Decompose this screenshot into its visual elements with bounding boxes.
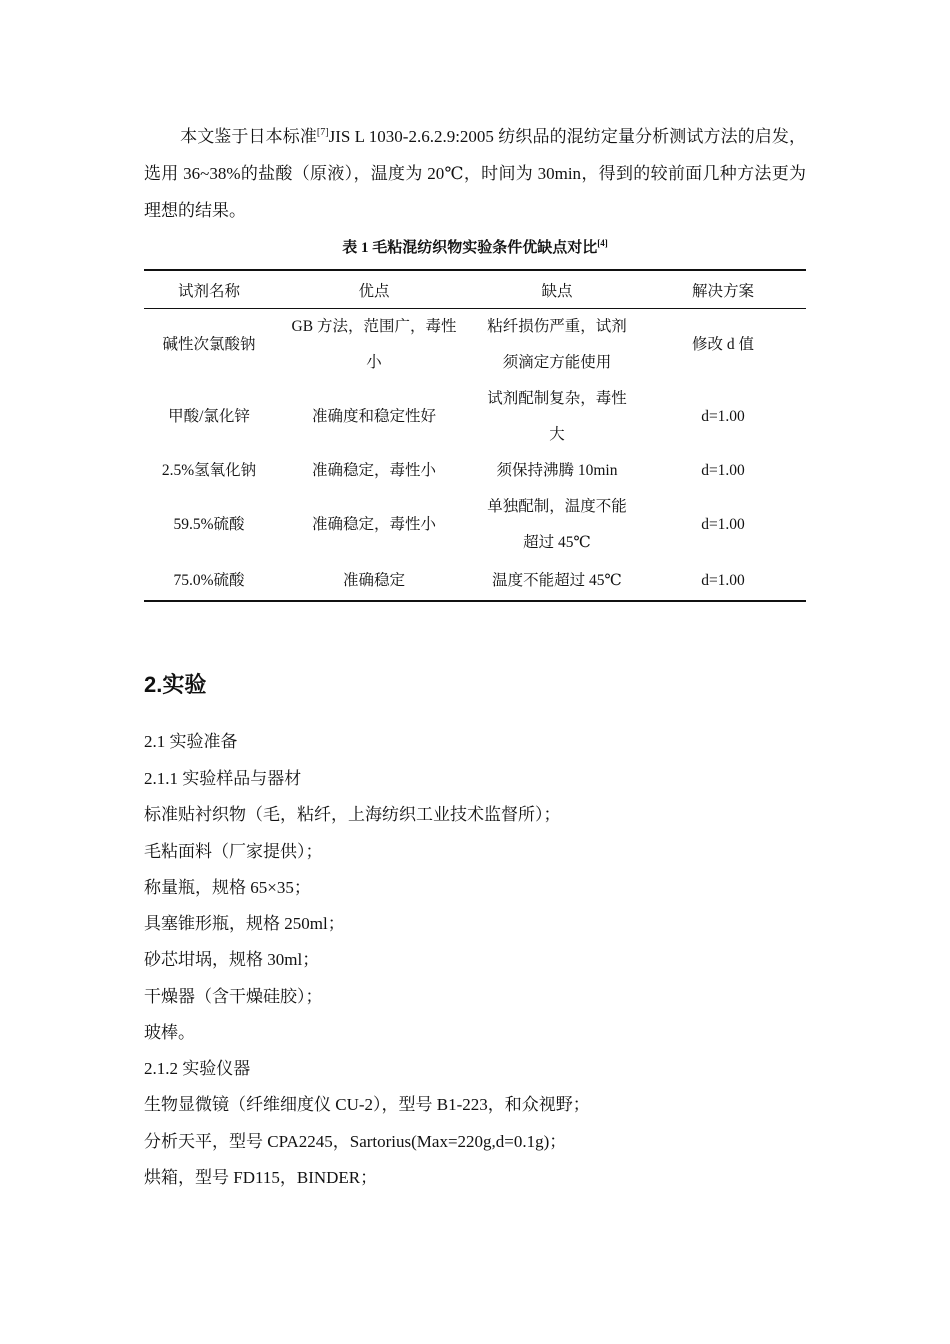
cell-solution: d=1.00 [701,516,745,533]
table-row [144,489,806,561]
cell-reagent: 碱性次氯酸钠 [162,336,256,353]
cell-advantages: 准确稳定 [274,561,474,601]
cell-reagent: 75.0%硫酸 [144,561,274,601]
list-item: 分析天平，型号 CPA2245，Sartorius(Max=220g,d=0.1g)； [144,1132,567,1151]
table-caption: 表 1 毛粘混纺织物实验条件优缺点对比[4] [342,238,608,256]
cell-disadvantages: 温度不能超过 45℃ [474,561,640,601]
table-header-row [144,270,806,309]
comparison-table [144,269,806,602]
list-item: 干燥器（含干燥硅胶）； [144,987,323,1006]
subsection-heading: 2.1.2 实验仪器 [144,1059,251,1078]
list-item: 标准贴衬织物（毛，粘纤，上海纺织工业技术监督所）； [144,805,561,824]
list-item: 具塞锥形瓶，规格 250ml； [144,914,345,933]
cell-reagent: 2.5%氢氧化钠 [161,462,257,479]
cell-solution: d=1.00 [701,462,745,479]
cell-advantages: 准确度和稳定性好 [311,408,436,425]
table-row [144,381,806,453]
cell-solution: d=1.00 [640,561,806,601]
intro-text-start: 本文鉴于日本标准 [180,127,317,146]
cell-solution: 修改 d 值 [691,336,754,353]
table-row [144,453,806,489]
list-item: 砂芯坩埚，规格 30ml； [144,950,320,969]
cell-solution: d=1.00 [701,408,745,425]
cell-disadvantages: 粘纤损伤严重，试剂须滴定方能使用 [487,318,627,371]
table-row [144,309,806,382]
citation-ref: [7] [316,127,329,138]
cell-advantages: GB 方法，范围广，毒性小 [291,318,457,371]
intro-paragraph [144,118,806,229]
list-item: 称量瓶，规格 65×35； [144,878,311,897]
section-heading: 2.实验 [144,672,207,697]
header-disadvantages: 缺点 [474,270,640,309]
list-item: 玻棒。 [144,1023,195,1042]
list-item: 生物显微镜（纤维细度仪 CU-2），型号 B1-223，和众视野； [144,1095,590,1114]
cell-advantages: 准确稳定，毒性小 [311,462,436,479]
cell-disadvantages: 试剂配制复杂，毒性大 [487,390,627,443]
subsection-heading: 2.1.1 实验样品与器材 [144,769,302,788]
cell-reagent: 59.5%硫酸 [173,516,245,533]
intro-text-rest: JIS L 1030-2.6.2.9:2005 纺织品的混纺定量分析测试方法的启发，选用 36~38%的盐酸（原液），温度为 20℃，时间为 30min，得到的较前面几种方法更为理想的结果。 [144,127,806,220]
header-reagent: 试剂名称 [144,270,274,309]
list-item: 毛粘面料（厂家提供）； [144,842,323,861]
cell-disadvantages: 须保持沸腾 10min [496,462,618,479]
list-item: 烘箱，型号 FD115，BINDER； [144,1168,378,1187]
cell-disadvantages: 单独配制，温度不能超过 45℃ [487,498,627,551]
header-solution: 解决方案 [640,270,806,309]
subsection-heading: 2.1 实验准备 [144,732,238,751]
cell-reagent: 甲酸/氯化锌 [168,408,250,425]
caption-citation: [4] [597,238,608,248]
table-row [144,561,806,601]
header-advantages: 优点 [274,270,474,309]
cell-advantages: 准确稳定，毒性小 [311,516,436,533]
